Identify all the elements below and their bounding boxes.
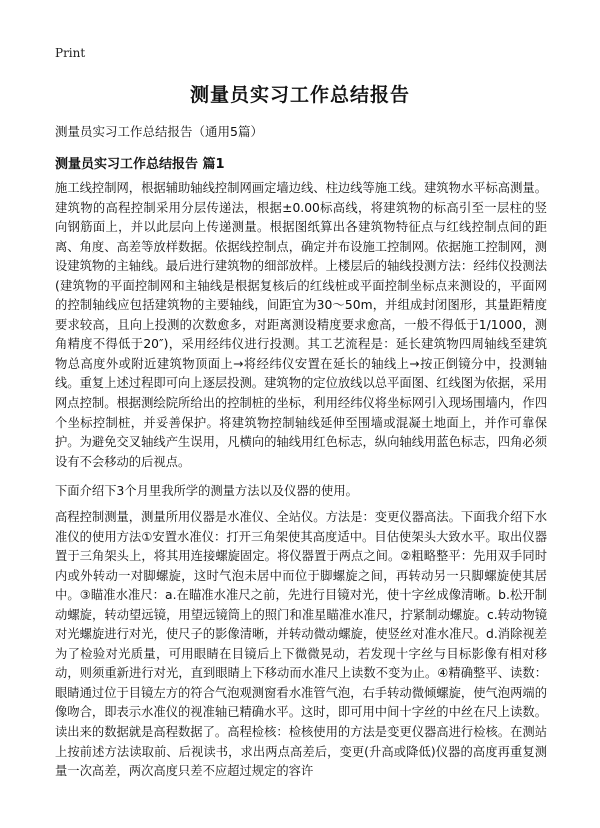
paragraph-leveling-instrument: 高程控制测量，测量所用仪器是水准仪、全站仪。方法是：变更仪器高法。下面我介绍下水准仪的使用方法①安置水准仪：打开三角架使其高度适中。目估使架头大致水平。取出仪器置于三角架头上，将其用连接螺旋固定。将仪器置于两点之间。②粗略整平：先用双手同时内或外转动一对脚螺旋，这时气泡未居中而位于脚螺旋之间，再转动另一只脚螺旋使其居中。③瞄准水准尺：a.在瞄准水准尺之前，先进行目镜对光，使十字丝成像清晰。b.松开制动螺旋，转动望远镜，用望远镜筒上的照门和准星瞄准水准尺，拧紧制动螺旋。c.转动物镜对光螺旋进行对光，使尺子的影像清晰，并转动微动螺旋，使竖丝对准水准尺。d.消除视差为了检验对光质量，可用眼睛在目镜后上下微微晃动，若发现十字丝与目标影像有相对移动，则须重新进行对光，直到眼睛上下移动而水准尺上读数不变为止。④精确整平、读数：眼睛通过位于目镜左方的符合气泡观测窗看水准管气泡，右手转动微倾螺旋，使气泡两端的像吻合，即表示水准仪的视准轴已精确水平。这时，即可用中间十字丝的中丝在尺上读数。读出来的数据就是高程数据了。高程检核：检核使用的方法是变更仪器高进行检核。在测站上按前述方法读取前、后视读书，求出两点高差后，变更(升高或降低)仪器的高度再重复测量一次高差，两次高度只差不应超过规定的容许 [55,510,547,779]
paragraph-intro-methods: 下面介绍下3个月里我所学的测量方法以及仪器的使用。 [55,484,358,498]
page-title: 测量员实习工作总结报告 [189,84,410,106]
paragraph-construction-control: 施工线控制网，根据辅助轴线控制网画定墙边线、柱边线等施工线。建筑物水平标高测量。建筑物的高程控制采用分层传递法，根据±0.00标高线，将建筑物的标高引至一层柱的竖向钢筋面上，并以此层向上传递测量。根据图纸算出各建筑物特征点与红线控制点间的距离、角度、高差等放样数据。依据线控制点，确定并布设施工控制网。依据施工控制网，测设建筑物的主轴线。最后进行建筑物的细部放样。上楼层后的轴线投测方法：经纬仪投测法(建筑物的平面控制网和主轴线是根据复核后的红线桩或平面控制坐标点来测设的，平面网的控制轴线应包括建筑物的主要轴线，间距宜为30～50m，并组成封闭图形，其量距精度要求较高，且向上投测的次数愈多，对距离测设精度要求愈高，一般不得低于1/1000，测角精度不得低于20″)，采用经纬仪进行投测。其工艺流程是：延长建筑物四周轴线至建筑物总高度外或附近建筑物顶面上→将经纬仪安置在延长的轴线上→按正倒镜分中，投测轴线。重复上述过程即可向上逐层投测。建筑物的定位放线以总平面图、红线图为依据，采用网点控制。根据测绘院所给出的控制桩的坐标，利用经纬仪将坐标网引入现场围墙内，作四个坐标控制桩，并妥善保护。将建筑物控制轴线延伸至围墙或混凝土地面上，并作可靠保护。为避免交叉轴线产生误用，凡横向的轴线用红色标志，纵向轴线用蓝色标志，四角必须设有不会移动的后视点。 [55,181,547,469]
section-heading: 测量员实习工作总结报告 篇1 [55,157,225,172]
document-subtitle: 测量员实习工作总结报告（通用5篇） [55,124,263,139]
print-link[interactable]: Print [55,46,86,60]
